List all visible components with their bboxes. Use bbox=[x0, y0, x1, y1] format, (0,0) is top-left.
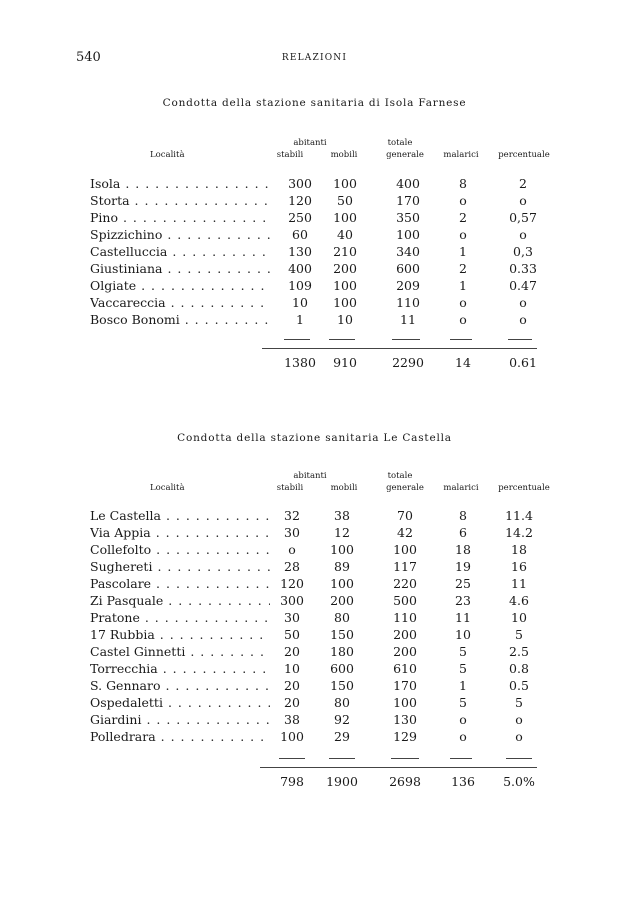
row-mobili: 150 bbox=[330, 678, 354, 693]
total-stabili: 1380 bbox=[284, 355, 316, 370]
row-totale: 170 bbox=[393, 678, 417, 693]
table2-separator-line bbox=[260, 767, 537, 768]
row-percentuale: 5 bbox=[515, 627, 523, 642]
table-row bbox=[0, 244, 629, 261]
row-mobili: 100 bbox=[333, 278, 357, 293]
row-totale: 200 bbox=[393, 644, 417, 659]
row-totale: 70 bbox=[397, 508, 413, 523]
table-row bbox=[0, 610, 629, 627]
row-malarici: 5 bbox=[459, 661, 467, 676]
row-locality: Giustiniana . . . bbox=[90, 261, 270, 276]
row-mobili: 100 bbox=[330, 576, 354, 591]
row-mobili: 150 bbox=[330, 627, 354, 642]
row-totale: 209 bbox=[396, 278, 420, 293]
table2-header-malarici: malarici bbox=[443, 483, 479, 493]
row-malarici: 11 bbox=[455, 610, 471, 625]
table-row bbox=[0, 593, 629, 610]
row-percentuale: o bbox=[519, 312, 527, 327]
column-dash bbox=[284, 339, 310, 340]
row-malarici: 18 bbox=[455, 542, 471, 557]
table-row bbox=[0, 729, 629, 746]
row-percentuale: 0.47 bbox=[509, 278, 537, 293]
table-row bbox=[0, 542, 629, 559]
row-percentuale: 0,3 bbox=[513, 244, 533, 259]
row-totale: 600 bbox=[396, 261, 420, 276]
row-mobili: 200 bbox=[330, 593, 354, 608]
row-totale: 100 bbox=[396, 227, 420, 242]
row-stabili: 109 bbox=[288, 278, 312, 293]
total-percentuale: 0.61 bbox=[509, 355, 537, 370]
row-locality: Pino . . . bbox=[90, 210, 270, 225]
table1-header-abitanti: abitanti bbox=[293, 138, 327, 148]
table-row bbox=[0, 312, 629, 329]
row-percentuale: 11.4 bbox=[505, 508, 533, 523]
row-percentuale: o bbox=[515, 712, 523, 727]
row-totale: 100 bbox=[393, 695, 417, 710]
row-locality: Ospedaletti . . . bbox=[90, 695, 270, 710]
row-locality: Storta . . . bbox=[90, 193, 270, 208]
running-title: RELAZIONI bbox=[281, 53, 348, 63]
row-percentuale: 0.8 bbox=[509, 661, 529, 676]
table1-header-stabili: stabili bbox=[276, 150, 304, 160]
column-dash bbox=[506, 758, 532, 759]
row-malarici: o bbox=[459, 729, 467, 744]
row-percentuale: o bbox=[519, 193, 527, 208]
row-totale: 350 bbox=[396, 210, 420, 225]
row-malarici: o bbox=[459, 193, 467, 208]
table-row bbox=[0, 193, 629, 210]
row-mobili: 12 bbox=[334, 525, 350, 540]
table2-title: Condotta della stazione sanitaria Le Castella bbox=[177, 432, 452, 444]
row-locality: Pascolare . . . bbox=[90, 576, 270, 591]
column-dash bbox=[329, 758, 355, 759]
row-locality: Vaccareccia . . . bbox=[90, 295, 270, 310]
table-row bbox=[0, 559, 629, 576]
row-mobili: 80 bbox=[334, 695, 350, 710]
row-totale: 129 bbox=[393, 729, 417, 744]
row-percentuale: 0,57 bbox=[509, 210, 537, 225]
table1-header-percentuale: percentuale bbox=[498, 150, 550, 160]
table2-header-totale: totale bbox=[387, 471, 413, 481]
row-mobili: 200 bbox=[333, 261, 357, 276]
row-mobili: 10 bbox=[337, 312, 353, 327]
row-mobili: 180 bbox=[330, 644, 354, 659]
row-malarici: 5 bbox=[459, 695, 467, 710]
row-locality: Pratone . . . bbox=[90, 610, 270, 625]
table1-header-mobili: mobili bbox=[330, 150, 358, 160]
row-locality: Polledrara . . . bbox=[90, 729, 270, 744]
row-percentuale: 0.5 bbox=[509, 678, 529, 693]
row-stabili: 32 bbox=[284, 508, 300, 523]
row-stabili: 50 bbox=[284, 627, 300, 642]
table1-header-malarici: malarici bbox=[443, 150, 479, 160]
row-totale: 110 bbox=[393, 610, 417, 625]
row-totale: 500 bbox=[393, 593, 417, 608]
row-mobili: 92 bbox=[334, 712, 350, 727]
row-stabili: 400 bbox=[288, 261, 312, 276]
total-percentuale: 5.0% bbox=[503, 774, 535, 789]
row-locality: S. Gennaro . . . bbox=[90, 678, 270, 693]
row-mobili: 100 bbox=[333, 176, 357, 191]
row-locality: Spizzichino . . . bbox=[90, 227, 270, 242]
row-percentuale: 0.33 bbox=[509, 261, 537, 276]
row-mobili: 40 bbox=[337, 227, 353, 242]
row-stabili: 10 bbox=[292, 295, 308, 310]
total-mobili: 910 bbox=[333, 355, 357, 370]
column-dash bbox=[450, 758, 472, 759]
table-row bbox=[0, 525, 629, 542]
row-locality: 17 Rubbia . . . bbox=[90, 627, 270, 642]
table1-header-generale: generale bbox=[386, 150, 424, 160]
column-dash bbox=[392, 339, 420, 340]
row-malarici: 1 bbox=[459, 278, 467, 293]
row-locality: Via Appia . . . bbox=[90, 525, 270, 540]
table-row bbox=[0, 576, 629, 593]
total-malarici: 136 bbox=[451, 774, 475, 789]
table-row bbox=[0, 661, 629, 678]
row-percentuale: 18 bbox=[511, 542, 527, 557]
table2-header-abitanti: abitanti bbox=[293, 471, 327, 481]
row-totale: 220 bbox=[393, 576, 417, 591]
row-mobili: 50 bbox=[337, 193, 353, 208]
table-row bbox=[0, 508, 629, 525]
column-dash bbox=[450, 339, 472, 340]
row-totale: 200 bbox=[393, 627, 417, 642]
table2-header-mobili: mobili bbox=[330, 483, 358, 493]
row-locality: Giardini . . . bbox=[90, 712, 270, 727]
column-dash bbox=[329, 339, 355, 340]
row-percentuale: o bbox=[519, 227, 527, 242]
column-dash bbox=[279, 758, 305, 759]
row-percentuale: 10 bbox=[511, 610, 527, 625]
row-totale: 11 bbox=[400, 312, 416, 327]
row-percentuale: 16 bbox=[511, 559, 527, 574]
row-stabili: 20 bbox=[284, 644, 300, 659]
row-percentuale: 2.5 bbox=[509, 644, 529, 659]
row-malarici: o bbox=[459, 295, 467, 310]
row-malarici: 8 bbox=[459, 508, 467, 523]
table-row bbox=[0, 261, 629, 278]
table1-totals-row bbox=[0, 355, 629, 372]
total-totale: 2290 bbox=[392, 355, 424, 370]
row-stabili: 60 bbox=[292, 227, 308, 242]
row-locality: Zi Pasquale . . . bbox=[90, 593, 270, 608]
total-totale: 2698 bbox=[389, 774, 421, 789]
row-percentuale: 2 bbox=[519, 176, 527, 191]
row-malarici: 19 bbox=[455, 559, 471, 574]
row-malarici: 5 bbox=[459, 644, 467, 659]
row-totale: 100 bbox=[393, 542, 417, 557]
row-stabili: 30 bbox=[284, 525, 300, 540]
row-percentuale: 14.2 bbox=[505, 525, 533, 540]
row-locality: Sughereti . . . bbox=[90, 559, 270, 574]
row-totale: 610 bbox=[393, 661, 417, 676]
table1-title: Condotta della stazione sanitaria di Isola Farnese bbox=[162, 97, 467, 109]
table2-header-generale: generale bbox=[386, 483, 424, 493]
row-malarici: 23 bbox=[455, 593, 471, 608]
row-percentuale: 11 bbox=[511, 576, 527, 591]
column-dash bbox=[391, 758, 419, 759]
column-dash bbox=[508, 339, 532, 340]
table2-header-percentuale: percentuale bbox=[498, 483, 550, 493]
row-stabili: 300 bbox=[280, 593, 304, 608]
table1-separator-line bbox=[262, 348, 537, 349]
row-mobili: 38 bbox=[334, 508, 350, 523]
total-mobili: 1900 bbox=[326, 774, 358, 789]
row-totale: 130 bbox=[393, 712, 417, 727]
row-malarici: o bbox=[459, 712, 467, 727]
table-row bbox=[0, 627, 629, 644]
row-locality: Castel Ginnetti . . . bbox=[90, 644, 270, 659]
row-malarici: 2 bbox=[459, 210, 467, 225]
row-locality: Isola . . . bbox=[90, 176, 270, 191]
row-malarici: o bbox=[459, 312, 467, 327]
row-locality: Torrecchia . . . bbox=[90, 661, 270, 676]
row-malarici: 2 bbox=[459, 261, 467, 276]
row-stabili: 250 bbox=[288, 210, 312, 225]
row-malarici: o bbox=[459, 227, 467, 242]
total-stabili: 798 bbox=[280, 774, 304, 789]
row-totale: 110 bbox=[396, 295, 420, 310]
row-stabili: 30 bbox=[284, 610, 300, 625]
table-row bbox=[0, 176, 629, 193]
row-locality: Le Castella . . . bbox=[90, 508, 270, 523]
row-totale: 340 bbox=[396, 244, 420, 259]
row-totale: 170 bbox=[396, 193, 420, 208]
row-mobili: 210 bbox=[333, 244, 357, 259]
row-stabili: 20 bbox=[284, 678, 300, 693]
row-mobili: 600 bbox=[330, 661, 354, 676]
table2-header-stabili: stabili bbox=[276, 483, 304, 493]
row-malarici: 1 bbox=[459, 678, 467, 693]
row-mobili: 89 bbox=[334, 559, 350, 574]
row-stabili: 130 bbox=[288, 244, 312, 259]
row-malarici: 1 bbox=[459, 244, 467, 259]
row-malarici: 10 bbox=[455, 627, 471, 642]
row-mobili: 100 bbox=[330, 542, 354, 557]
row-stabili: 10 bbox=[284, 661, 300, 676]
row-percentuale: 4.6 bbox=[509, 593, 529, 608]
table-row bbox=[0, 227, 629, 244]
table1-header-localita: Località bbox=[150, 150, 185, 160]
row-percentuale: o bbox=[519, 295, 527, 310]
row-stabili: 38 bbox=[284, 712, 300, 727]
table-row bbox=[0, 278, 629, 295]
row-malarici: 25 bbox=[455, 576, 471, 591]
table-row bbox=[0, 210, 629, 227]
row-totale: 42 bbox=[397, 525, 413, 540]
page-number: 540 bbox=[76, 50, 101, 65]
row-stabili: 1 bbox=[296, 312, 304, 327]
row-locality: Bosco Bonomi . . . bbox=[90, 312, 270, 327]
table-row bbox=[0, 678, 629, 695]
row-totale: 117 bbox=[393, 559, 417, 574]
row-percentuale: 5 bbox=[515, 695, 523, 710]
table-row bbox=[0, 644, 629, 661]
row-stabili: 120 bbox=[288, 193, 312, 208]
total-malarici: 14 bbox=[455, 355, 471, 370]
table-row bbox=[0, 295, 629, 312]
table1-header-totale: totale bbox=[387, 138, 413, 148]
table-row bbox=[0, 712, 629, 729]
row-totale: 400 bbox=[396, 176, 420, 191]
row-malarici: 8 bbox=[459, 176, 467, 191]
table-row bbox=[0, 695, 629, 712]
row-malarici: 6 bbox=[459, 525, 467, 540]
row-mobili: 29 bbox=[334, 729, 350, 744]
row-stabili: 120 bbox=[280, 576, 304, 591]
table2-totals-row bbox=[0, 774, 629, 791]
row-mobili: 100 bbox=[333, 210, 357, 225]
row-locality: Castelluccia . . . bbox=[90, 244, 270, 259]
row-mobili: 100 bbox=[333, 295, 357, 310]
row-mobili: 80 bbox=[334, 610, 350, 625]
table2-header-localita: Località bbox=[150, 483, 185, 493]
row-stabili: 28 bbox=[284, 559, 300, 574]
row-percentuale: o bbox=[515, 729, 523, 744]
row-stabili: o bbox=[288, 542, 296, 557]
row-stabili: 20 bbox=[284, 695, 300, 710]
row-locality: Olgiate . . . bbox=[90, 278, 270, 293]
row-stabili: 300 bbox=[288, 176, 312, 191]
row-locality: Collefolto . . . bbox=[90, 542, 270, 557]
row-stabili: 100 bbox=[280, 729, 304, 744]
